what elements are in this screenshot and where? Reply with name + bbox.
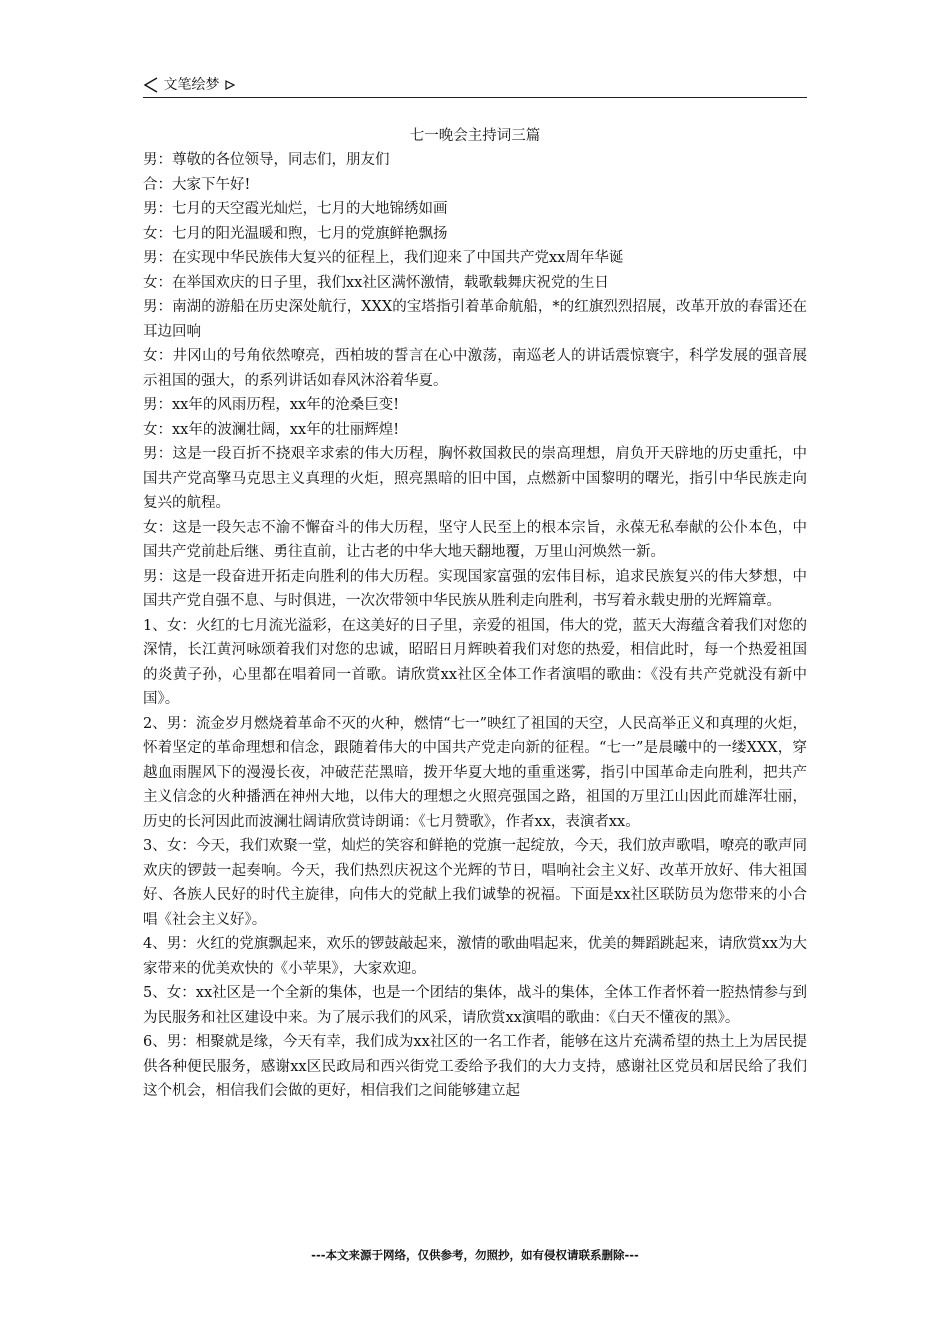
- paragraph: 3、女：今天，我们欢聚一堂，灿烂的笑容和鲜艳的党旗一起绽放，今天，我们放声歌唱，嘹亮的歌声同欢庆的锣鼓一起奏响。今天，我们热烈庆祝这个光辉的节日，唱响社会主义好、改革开放好、伟大祖国好、各族人民好的时代主旋律，向伟大的党献上我们诚挚的祝福。下面是xx社区联防员为您带来的小合唱《社会主义好》。: [143, 838, 807, 928]
- paragraph: 女：xx年的波澜壮阔，xx年的壮丽辉煌!: [143, 421, 400, 438]
- paragraph: 5、女：xx社区是一个全新的集体，也是一个团结的集体，战斗的集体，全体工作者怀着一腔热情参与到为民服务和社区建设中来。为了展示我们的风采，请欣赏xx演唱的歌曲：《白天不懂夜的黑》。: [143, 985, 807, 1026]
- brand-logo: [143, 74, 236, 96]
- paragraph: 男：xx年的风雨历程，xx年的沧桑巨变!: [143, 397, 400, 413]
- document-body: [143, 148, 807, 1104]
- paragraph: 男：南湖的游船在历史深处航行，XXX的宝塔指引着革命航船，*的红旗烈烈招展，改革开放的春雷还在耳边回响: [143, 299, 807, 340]
- paragraph: 合：大家下午好!: [143, 176, 251, 193]
- paragraph: 男：七月的天空霞光灿烂，七月的大地锦绣如画: [143, 201, 448, 217]
- paragraph: 女：七月的阳光温暖和煦，七月的党旗鲜艳飘扬: [143, 225, 448, 242]
- paragraph: 男：尊敬的各位领导，同志们，朋友们: [143, 152, 390, 168]
- paragraph: 男：在实现中华民族伟大复兴的征程上，我们迎来了中国共产党xx周年华诞: [143, 250, 624, 266]
- document-title: 七一晚会主持词三篇: [409, 128, 541, 144]
- paragraph: 女：在举国欢庆的日子里，我们xx社区满怀激情，载歌载舞庆祝党的生日: [143, 274, 609, 291]
- header-rule: [143, 97, 807, 98]
- paragraph: 男：这是一段百折不挠艰辛求索的伟大历程，胸怀救国救民的崇高理想，肩负开天辟地的历史重托，中国共产党高擎马克思主义真理的火炬，照亮黑暗的旧中国，点燃新中国黎明的曙光，指引中华民族走向复兴的航程。: [143, 446, 807, 511]
- footer-notice: ---本文来源于网络，仅供参考，勿照抄，如有侵权请联系删除---: [311, 1248, 639, 1262]
- paragraph: 4、男：火红的党旗飘起来，欢乐的锣鼓敲起来，激情的歌曲唱起来，优美的舞蹈跳起来，请欣赏xx为大家带来的优美欢快的《小苹果》，大家欢迎。: [143, 936, 807, 977]
- paragraph: 男：这是一段奋进开拓走向胜利的伟大历程。实现国家富强的宏伟目标，追求民族复兴的伟大梦想，中国共产党自强不息、与时俱进，一次次带领中华民族从胜利走向胜利，书写着永载史册的光辉篇章。: [143, 568, 807, 609]
- paragraph: 6、男：相聚就是缘，今天有幸，我们成为xx社区的一名工作者，能够在这片充满希望的热土上为居民提供各种便民服务，感谢xx区民政局和西兴街党工委给予我们的大力支持，感谢社区党员和居民给了我们这个机会，相信我们会做的更好，相信我们之间能够建立起: [143, 1034, 807, 1099]
- paragraph: 女：井冈山的号角依然嘹亮，西柏坡的誓言在心中激荡，南巡老人的讲话震惊寰宇，科学发展的强音展示祖国的强大，的系列讲话如春风沐浴着华夏。: [143, 348, 807, 389]
- paragraph: 1、女：火红的七月流光溢彩，在这美好的日子里，亲爱的祖国，伟大的党，蓝天大海蕴含着我们对您的深情，长江黄河咏颂着我们对您的忠诚，昭昭日月辉映着我们对您的热爱，相信此时，每一个热爱祖国的炎黄子孙，心里都在唱着同一首歌。请欣赏xx社区全体工作者演唱的歌曲：《没有共产党就没有新中国》。: [143, 617, 807, 707]
- right-triangle-icon: [224, 79, 236, 91]
- left-triangle-icon: [143, 77, 159, 93]
- paragraph: 女：这是一段矢志不渝不懈奋斗的伟大历程，坚守人民至上的根本宗旨，永葆无私奉献的公仆本色，中国共产党前赴后继、勇往直前，让古老的中华大地天翻地覆，万里山河焕然一新。: [143, 519, 807, 560]
- page-header: [143, 74, 807, 98]
- brand-name: 文笔绘梦: [163, 77, 220, 93]
- paragraph: 2、男：流金岁月燃烧着革命不灭的火种，燃情“七一”映红了祖国的天空，人民高举正义和真理的火炬，怀着坚定的革命理想和信念，跟随着伟大的中国共产党走向新的征程。“七一”是晨曦中的一缕XXX，穿越血雨腥风下的漫漫长夜，冲破茫茫黑暗，拨开华夏大地的重重迷雾，指引中国革命走向胜利，把共产主义信念的火种播洒在神州大地，以伟大的理想之火照亮强国之路，祖国的万里江山因此而雄浑壮丽，历史的长河因此而波澜壮阔请欣赏诗朗诵：《七月赞歌》，作者xx，表演者xx。: [143, 715, 807, 830]
